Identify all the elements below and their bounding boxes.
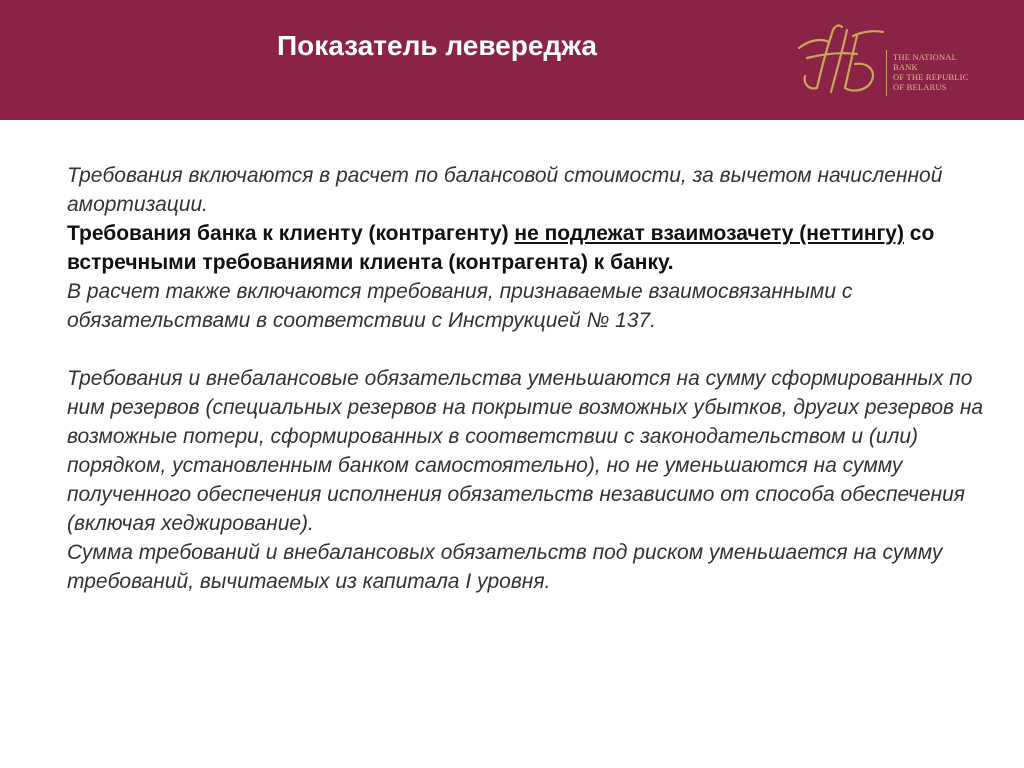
logo-line: OF BELARUS bbox=[893, 82, 947, 92]
no-netting-underlined: не подлежат взаимозачету (неттингу) bbox=[514, 222, 904, 245]
paragraph-reserves: Требования и внебалансовые обязательства уменьшаются на сумму сформированных по ним резервов (специальных резервов на покрытие возможных убытков, других резервов на возможные потери, сформированных в соответствии с законодательством и (или) порядком, установленным банком самостоятельно), но не уменьшаются на сумму полученного обеспечения исполнения обязательств независимо от способа обеспечения (включая хеджирование). bbox=[67, 367, 984, 535]
paragraph-tier1-deduction: Сумма требований и внебалансовых обязательств под риском уменьшается на сумму требований, вычитаемых из капитала I уровня. bbox=[67, 541, 943, 593]
logo-line: BANK bbox=[893, 62, 918, 72]
logo-line: THE NATIONAL bbox=[893, 52, 958, 62]
slide-body bbox=[67, 161, 987, 596]
slide-title: Показатель левереджа bbox=[277, 30, 597, 61]
logo-divider bbox=[886, 50, 887, 96]
no-netting-tail: со встречными требованиями клиента (контрагента) к банку. bbox=[67, 222, 935, 274]
national-bank-monogram-logo bbox=[795, 18, 890, 102]
national-bank-logo-text bbox=[893, 52, 969, 92]
no-netting-lead: Требования банка к клиенту (контрагенту) bbox=[67, 222, 515, 245]
paragraph-spacer bbox=[67, 335, 987, 364]
logo-line: OF THE REPUBLIC bbox=[893, 72, 969, 82]
paragraph-book-value: Требования включаются в расчет по балансовой стоимости, за вычетом начисленной амортизации. bbox=[67, 164, 943, 216]
paragraph-instruction-137: В расчет также включаются требования, признаваемые взаимосвязанными с обязательствами в соответствии с Инструкцией № 137. bbox=[67, 280, 853, 332]
slide-header bbox=[0, 0, 1024, 120]
paragraph-no-netting bbox=[67, 219, 987, 277]
